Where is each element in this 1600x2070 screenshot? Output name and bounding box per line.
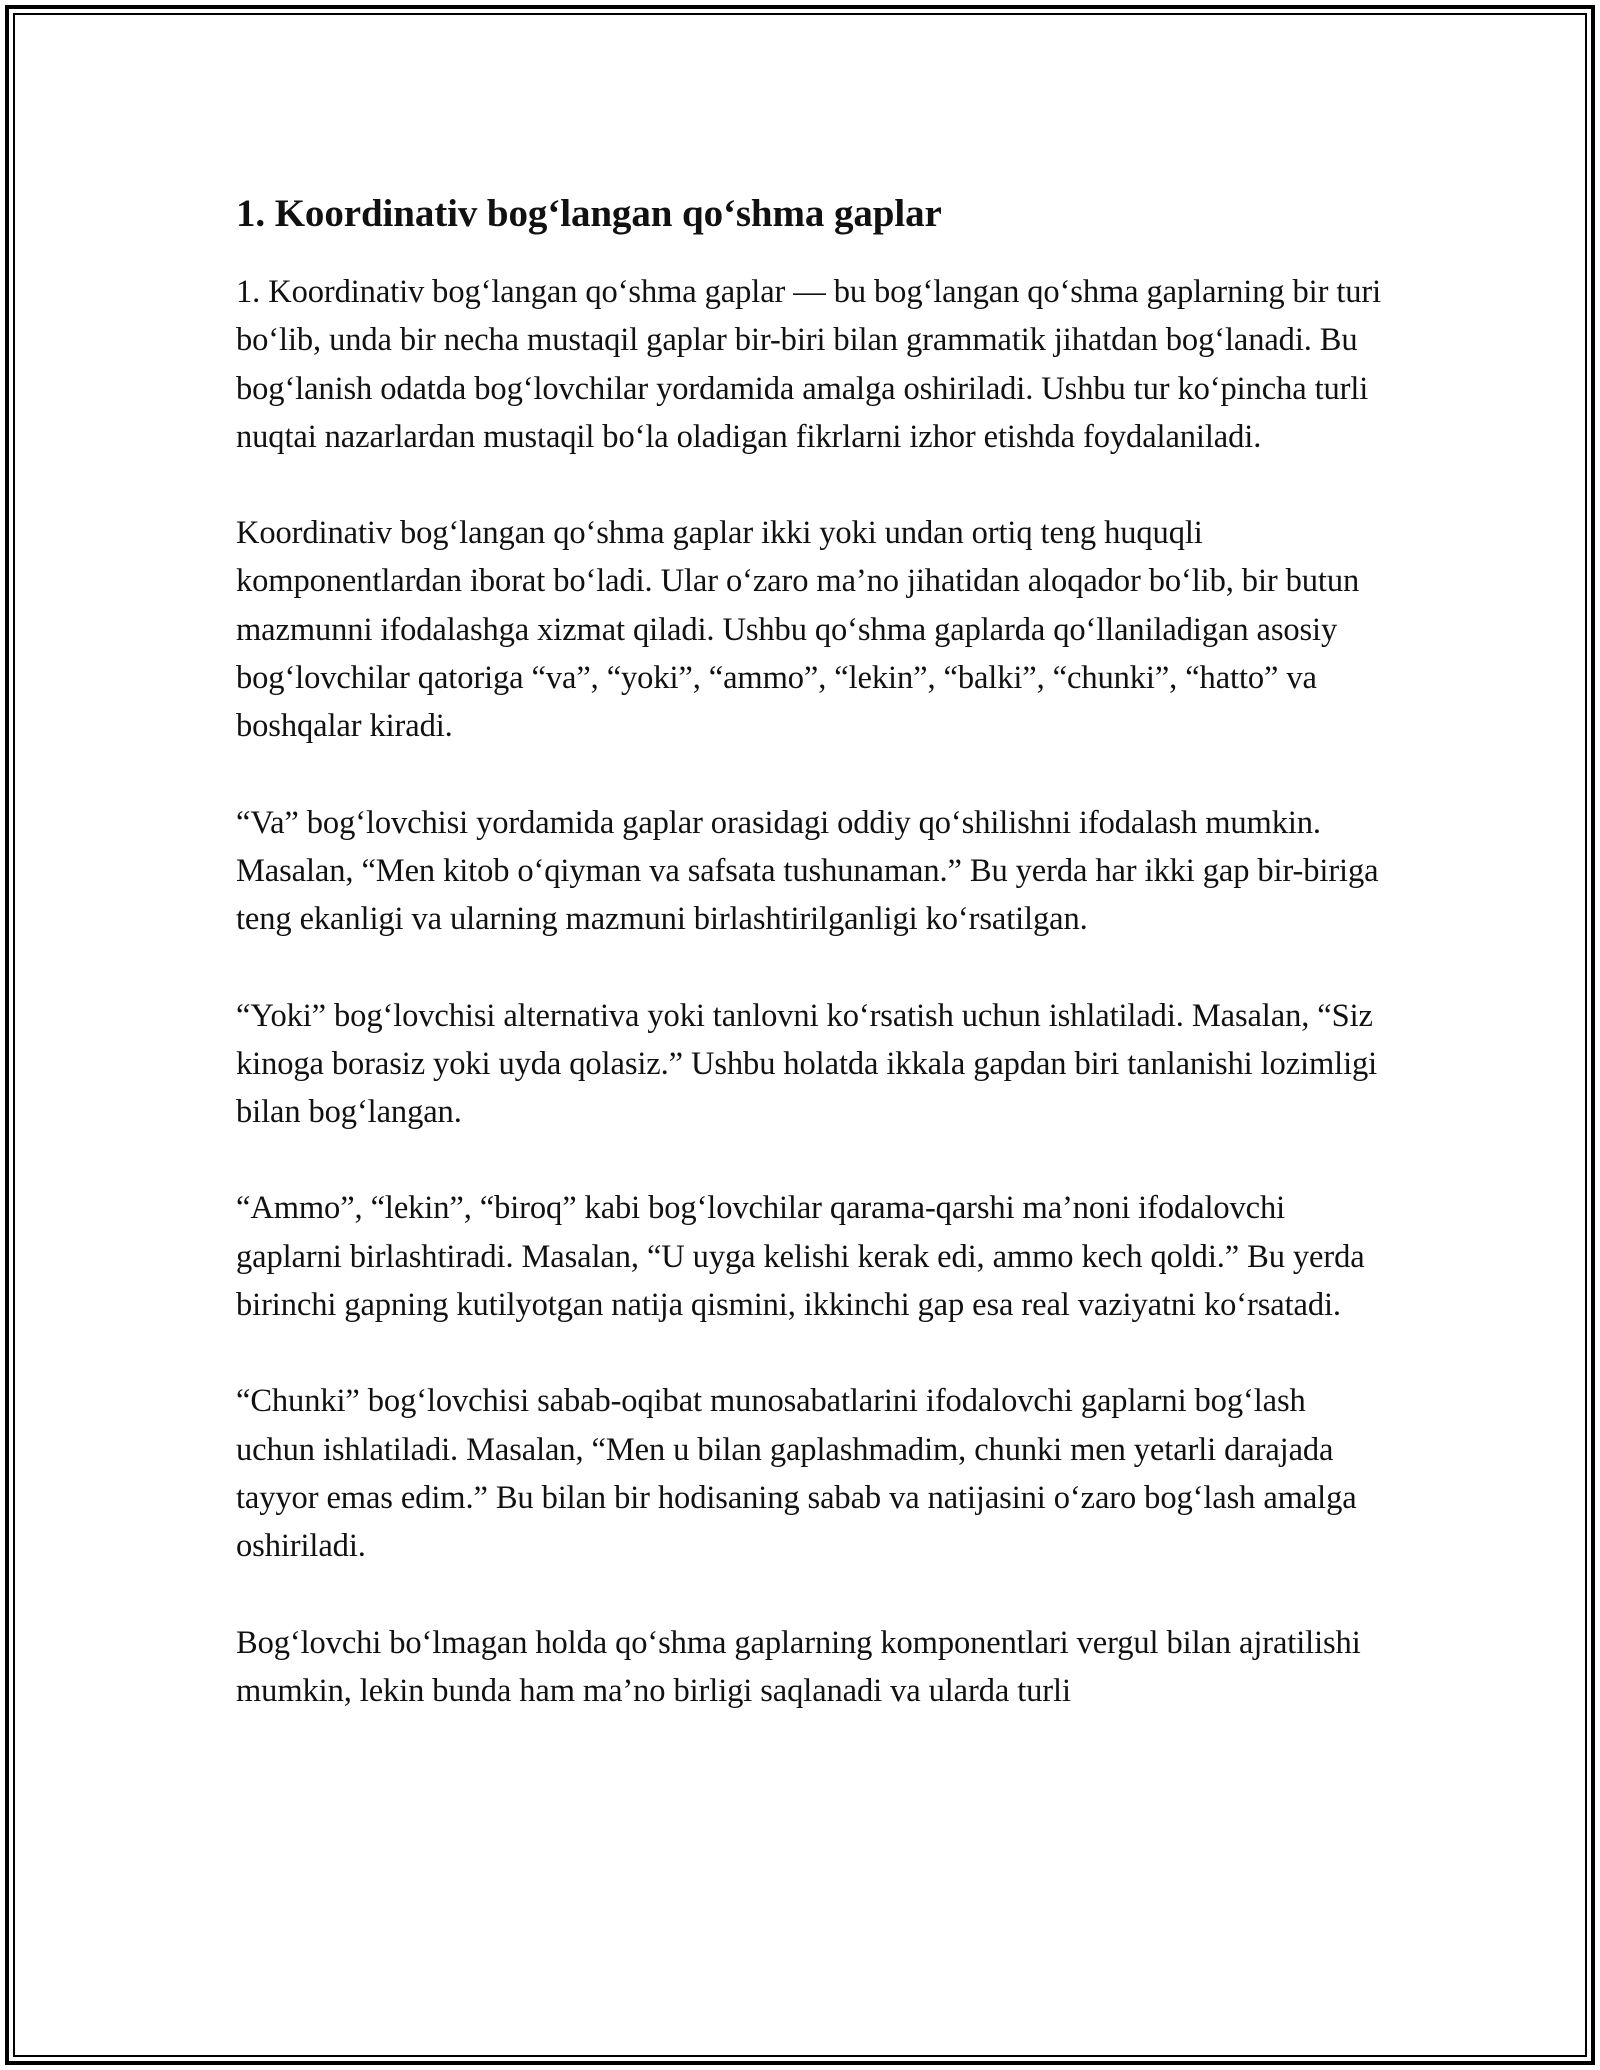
paragraph-components: Koordinativ bog‘langan qo‘shma gaplar ikki yoki undan ortiq teng huquqli komponentlardan iborat bo‘ladi. Ular o‘zaro ma’no jihatidan aloqador bo‘lib, bir butun mazmunni ifodalashga xizmat qiladi. Ushbu qo‘shma gaplarda qo‘llaniladigan asosiy bog‘lovchilar qatoriga “va”, “yoki”, “ammo”, “lekin”, “balki”, “chunki”, “hatto” va boshqalar kiradi.	[236, 515, 1360, 745]
paragraph-yoki-conjunction: “Yoki” bog‘lovchisi alternativa yoki tanlovni ko‘rsatish uchun ishlatiladi. Masalan, “Siz kinoga borasiz yoki uyda qolasiz.” Ushbu holatda ikkala gapdan biri tanlanishi lozimligi bilan bog‘langan.	[236, 997, 1378, 1131]
paragraph-contrast-conjunctions: “Ammo”, “lekin”, “biroq” kabi bog‘lovchilar qarama-qarshi ma’noni ifodalovchi gaplarni birlashtiradi. Masalan, “U uyga kelishi kerak edi, ammo kech qoldi.” Bu yerda birinchi gapning kutilyotgan natija qismini, ikkinchi gap esa real vaziyatni ko‘rsatadi.	[236, 1190, 1365, 1324]
paragraph-comma-separated: Bog‘lovchi bo‘lmagan holda qo‘shma gaplarning komponentlari vergul bilan ajratilishi mumkin, lekin bunda ham ma’no birligi saqlanadi va ularda turli	[236, 1624, 1361, 1709]
paragraph-va-conjunction: “Va” bog‘lovchisi yordamida gaplar orasidagi oddiy qo‘shilishni ifodalash mumkin. Masalan, “Men kitob o‘qiyman va safsata tushunaman.” Bu yerda har ikki gap bir-biriga teng ekanligi va ularning mazmuni birlashtirilganligi ko‘rsatilgan.	[236, 804, 1379, 938]
document-heading: 1. Koordinativ bog‘langan qo‘shma gaplar	[236, 192, 942, 235]
paragraph-chunki-conjunction: “Chunki” bog‘lovchisi sabab-oqibat munosabatlarini ifodalovchi gaplarni bog‘lash uchun ishlatiladi. Masalan, “Men u bilan gaplashmadim, chunki men yetarli darajada tayyor emas edim.” Bu bilan bir hodisaning sabab va natijasini o‘zaro bog‘lash amalga oshiriladi.	[236, 1383, 1357, 1565]
paragraph-definition: 1. Koordinativ bog‘langan qo‘shma gaplar — bu bog‘langan qo‘shma gaplarning bir turi bo‘lib, unda bir necha mustaqil gaplar bir-biri bilan grammatik jihatdan bog‘lanadi. Bu bog‘lanish odatda bog‘lovchilar yordamida amalga oshiriladi. Ushbu tur ko‘pincha turli nuqtai nazarlardan mustaqil bo‘la oladigan fikrlarni izhor etishda foydalaniladi.	[236, 274, 1382, 455]
document-content	[236, 186, 1386, 1763]
